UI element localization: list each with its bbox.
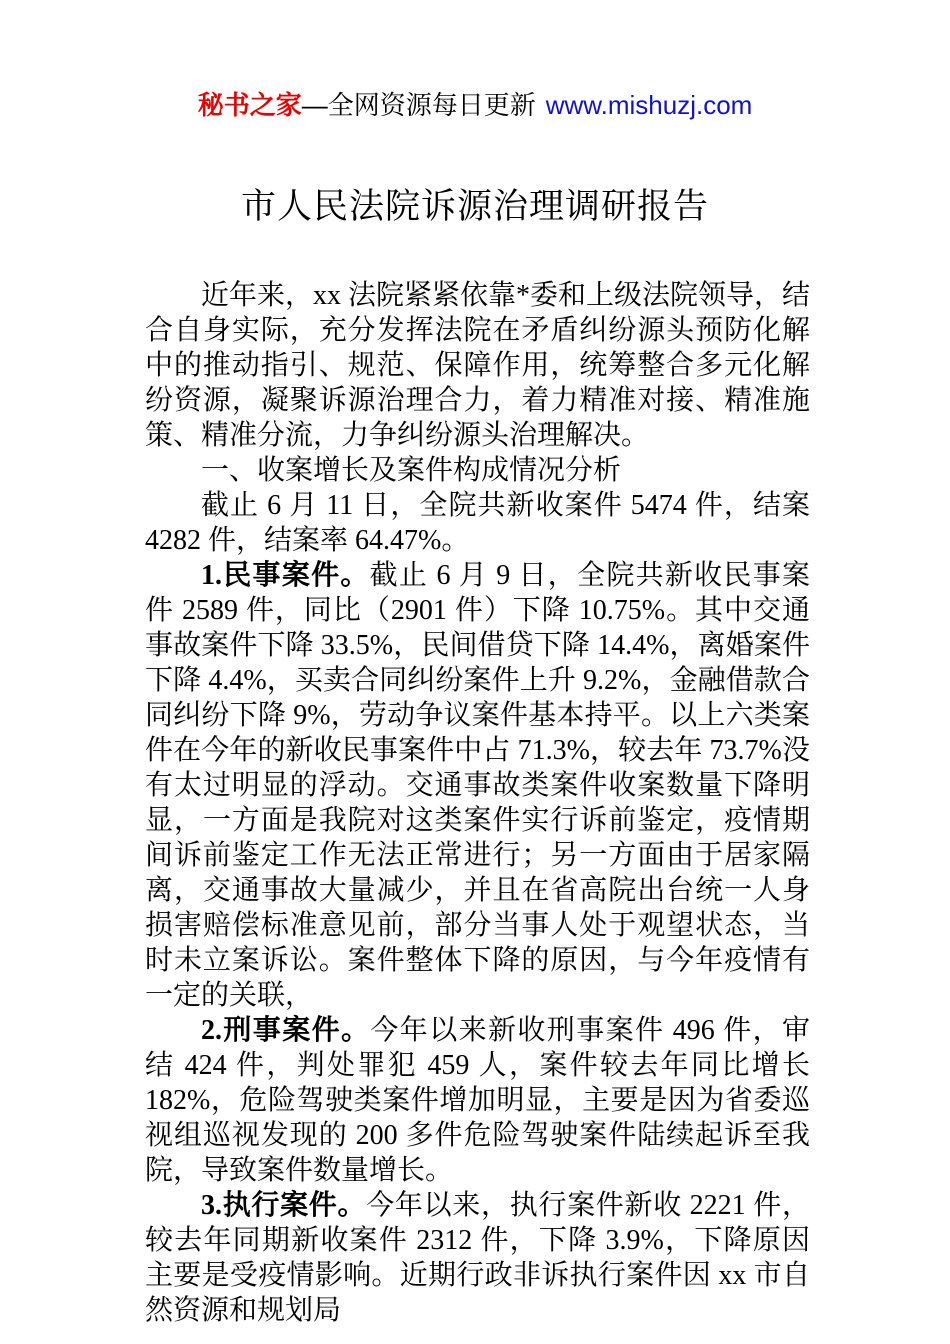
section-heading-text: 一、收案增长及案件构成情况分析 <box>201 455 622 486</box>
document-body <box>0 278 950 1328</box>
site-url-link[interactable]: www.mishuzj.com <box>545 90 753 120</box>
paragraph-enforcement-cases <box>145 1188 810 1328</box>
brand-name: 秘书之家 <box>197 90 302 120</box>
paragraph-text: 今年以来，执行案件新收 2221 件，较去年同期新收案件 2312 件，下降 3.9%，下降原因主要是受疫情影响。近期行政非诉执行案件因 xx 市自然资源和规划局 <box>145 1190 810 1326</box>
paragraph-civil-cases <box>145 558 810 1013</box>
paragraph-overall-stats <box>145 488 810 558</box>
paragraph-lead-criminal: 2.刑事案件。 <box>201 1015 371 1046</box>
promo-tagline: —全网资源每日更新 <box>301 90 536 120</box>
paragraph-lead-civil: 1.民事案件。 <box>201 560 370 591</box>
paragraph-text: 近年来，xx 法院紧紧依靠*委和上级法院领导，结合自身实际，充分发挥法院在矛盾纠纷源头预防化解中的推动指引、规范、保障作用，统筹整合多元化解纷资源，凝聚诉源治理合力，着力精准对接、精准施策、精准分流，力争纠纷源头治理解决。 <box>145 280 811 451</box>
paragraph-text: 今年以来新收刑事案件 496 件，审结 424 件，判处罪犯 459 人，案件较去年同比增长 182%，危险驾驶类案件增加明显，主要是因为省委巡视组巡视发现的 200 多件危险驾驶案件陆续起诉至我院，导致案件数量增长。 <box>145 1015 810 1186</box>
paragraph-intro <box>145 278 810 453</box>
section-heading-1 <box>145 453 810 488</box>
promo-header <box>0 90 950 120</box>
paragraph-text: 截止 6 月 9 日，全院共新收民事案件 2589 件，同比（2901 件）下降 10.75%。其中交通事故案件下降 33.5%，民间借贷下降 14.4%，离婚案件下降 4.4%，买卖合同纠纷案件上升 9.2%，金融借款合同纠纷下降 9%，劳动争议案件基本持平。以上六类案件在今年的新收民事案件中占 71.3%，较去年 73.7%没有太过明显的浮动。交通事故类案件收案数量下降明显，一方面是我院对这类案件实行诉前鉴定，疫情期间诉前鉴定工作无法正常进行；另一方面由于居家隔离，交通事故大量减少，并且在省高院出台统一人身损害赔偿标准意见前，部分当事人处于观望状态，当时未立案诉讼。案件整体下降的原因，与今年疫情有一定的关联， <box>145 560 810 1011</box>
paragraph-lead-enforcement: 3.执行案件。 <box>201 1190 367 1221</box>
paragraph-text: 截止 6 月 11 日，全院共新收案件 5474 件，结案 4282 件，结案率 64.47%。 <box>145 490 810 556</box>
paragraph-criminal-cases <box>145 1013 810 1188</box>
document-title: 市人民法院诉源治理调研报告 <box>240 187 709 226</box>
